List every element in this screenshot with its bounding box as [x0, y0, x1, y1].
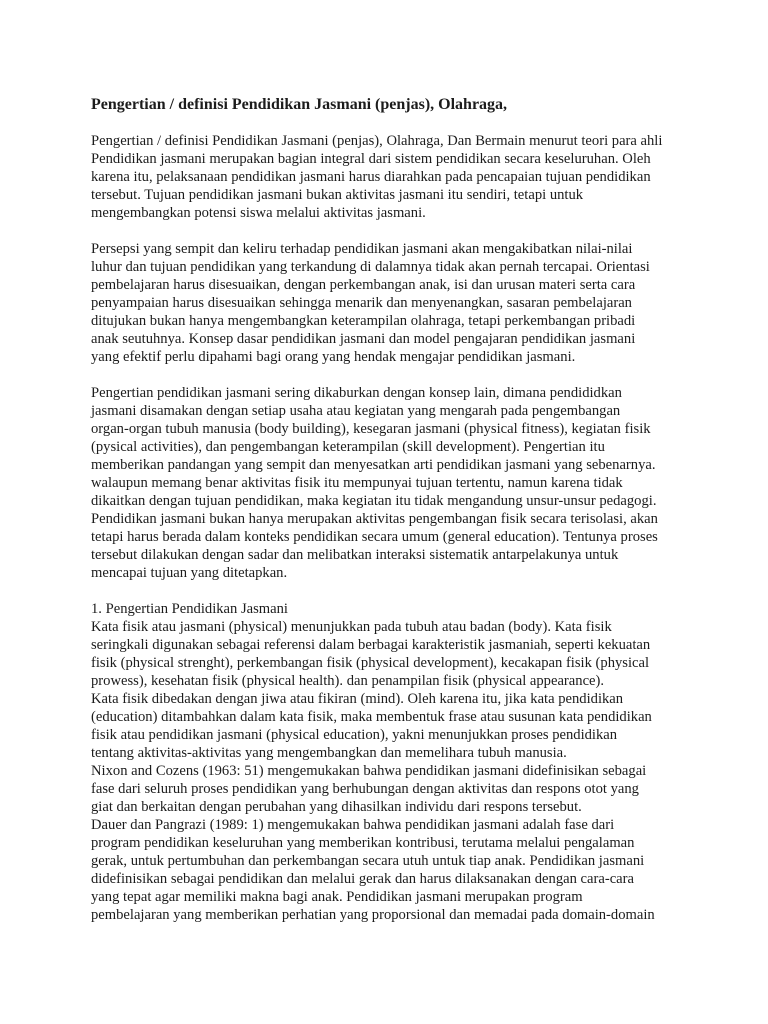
text-line: fisik (physical strenght), perkembangan fisik (physical development), kecakapan fisik (physical	[91, 655, 650, 671]
text-line: Kata fisik atau jasmani (physical) menunjukkan pada tubuh atau badan (body). Kata fisik	[91, 619, 612, 635]
text-line: karena itu, pelaksanaan pendidikan jasmani harus diarahkan pada pencapaian tujuan pendidikan	[91, 169, 651, 185]
text-line: (pysical activities), dan pengembangan keterampilan (skill development). Pengertian itu	[91, 439, 605, 455]
text-line: yang efektif perlu dipahami bagi orang yang hendak mengajar pendidikan jasmani.	[91, 349, 576, 365]
text-line: walaupun memang benar aktivitas fisik itu mempunyai tujuan tertentu, namun karena tidak	[91, 475, 623, 491]
text-line: memberikan pandangan yang sempit dan menyesatkan arti pendidikan jasmani yang sebenarnya.	[91, 457, 656, 473]
text-line: prowess), kesehatan fisik (physical health). dan penampilan fisik (physical appearance).	[91, 673, 605, 689]
text-line: Pengertian pendidikan jasmani sering dikaburkan dengan konsep lain, dimana pendididkan	[91, 385, 622, 401]
text-line: Pendidikan jasmani merupakan bagian integral dari sistem pendidikan secara keseluruhan. Oleh	[91, 151, 651, 167]
text-line: Dauer dan Pangrazi (1989: 1) mengemukakan bahwa pendidikan jasmani adalah fase dari	[91, 817, 615, 833]
text-line: ditujukan bukan hanya mengembangkan keterampilan olahraga, tetapi perkembangan pribadi	[91, 313, 636, 329]
text-line: tetapi harus berada dalam konteks pendidikan secara umum (general education). Tentunya proses	[91, 529, 658, 545]
text-line: Pendidikan jasmani bukan hanya merupakan aktivitas pengembangan fisik secara terisolasi, akan	[91, 511, 658, 527]
text-line: pembelajaran yang memberikan perhatian yang proporsional dan memadai pada domain-domain	[91, 907, 655, 923]
text-line: organ-organ tubuh manusia (body building), kesegaran jasmani (physical fitness), kegiatan fisik	[91, 421, 651, 437]
text-line: seringkali digunakan sebagai referensi dalam berbagai karakteristik jasmaniah, seperti kekuatan	[91, 637, 651, 653]
section-heading: 1. Pengertian Pendidikan Jasmani	[91, 601, 288, 617]
text-line: tersebut dilakukan dengan sadar dan melibatkan interaksi sistematik antarpelakunya untuk	[91, 547, 619, 563]
text-line: mencapai tujuan yang ditetapkan.	[91, 565, 288, 581]
text-line: dikaitkan dengan tujuan pendidikan, maka kegiatan itu tidak mengandung unsur-unsur pedagogi.	[91, 493, 657, 509]
text-line: pembelajaran harus disesuaikan, dengan perkembangan anak, isi dan urusan materi serta cara	[91, 277, 636, 293]
paragraph-3	[91, 384, 703, 582]
text-line: didefinisikan sebagai pendidikan dan melalui gerak dan harus dilaksanakan dengan cara-cara	[91, 871, 634, 887]
text-line: mengembangkan potensi siswa melalui aktivitas jasmani.	[91, 205, 426, 221]
text-line: luhur dan tujuan pendidikan yang terkandung di dalamnya tidak akan pernah tercapai. Orientasi	[91, 259, 650, 275]
text-line: giat dan berkaitan dengan perubahan yang dihasilkan individu dari respons tersebut.	[91, 799, 582, 815]
paragraph-1	[91, 132, 703, 222]
text-line: Kata fisik dibedakan dengan jiwa atau fikiran (mind). Oleh karena itu, jika kata pendidikan	[91, 691, 624, 707]
text-line: program pendidikan keseluruhan yang memberikan kontribusi, terutama melalui pengalaman	[91, 835, 635, 851]
text-line: anak seutuhnya. Konsep dasar pendidikan jasmani dan model pengajaran pendidikan jasmani	[91, 331, 636, 347]
document-page	[91, 95, 703, 924]
text-line: (education) ditambahkan dalam kata fisik, maka membentuk frase atau susunan kata pendidikan	[91, 709, 652, 725]
text-line: penyampaian harus disesuaikan sehingga menarik dan menyenangkan, sasaran pembelajaran	[91, 295, 632, 311]
document-title: Pengertian / definisi Pendidikan Jasmani (penjas), Olahraga,	[91, 96, 508, 113]
text-line: Nixon and Cozens (1963: 51) mengemukakan bahwa pendidikan jasmani didefinisikan sebagai	[91, 763, 647, 779]
text-line: yang tepat agar memiliki makna bagi anak. Pendidikan jasmani merupakan program	[91, 889, 583, 905]
text-line: Pengertian / definisi Pendidikan Jasmani (penjas), Olahraga, Dan Bermain menurut teori para ahli	[91, 133, 663, 149]
text-line: Persepsi yang sempit dan keliru terhadap pendidikan jasmani akan mengakibatkan nilai-nilai	[91, 241, 633, 257]
text-line: tentang aktivitas-aktivitas yang mengembangkan dan memelihara tubuh manusia.	[91, 745, 567, 761]
text-line: fisik atau pendidikan jasmani (physical education), yakni menunjukkan proses pendidikan	[91, 727, 618, 743]
section-pengertian-pendidikan-jasmani	[91, 600, 703, 924]
text-line: tersebut. Tujuan pendidikan jasmani bukan aktivitas jasmani itu sendiri, tetapi untuk	[91, 187, 584, 203]
text-line: fase dari seluruh proses pendidikan yang berhubungan dengan aktivitas dan respons otot yang	[91, 781, 639, 797]
text-line: jasmani disamakan dengan setiap usaha atau kegiatan yang mengarah pada pengembangan	[91, 403, 621, 419]
text-line: gerak, untuk pertumbuhan dan perkembangan secara utuh untuk tiap anak. Pendidikan jasmani	[91, 853, 645, 869]
paragraph-2	[91, 240, 703, 366]
